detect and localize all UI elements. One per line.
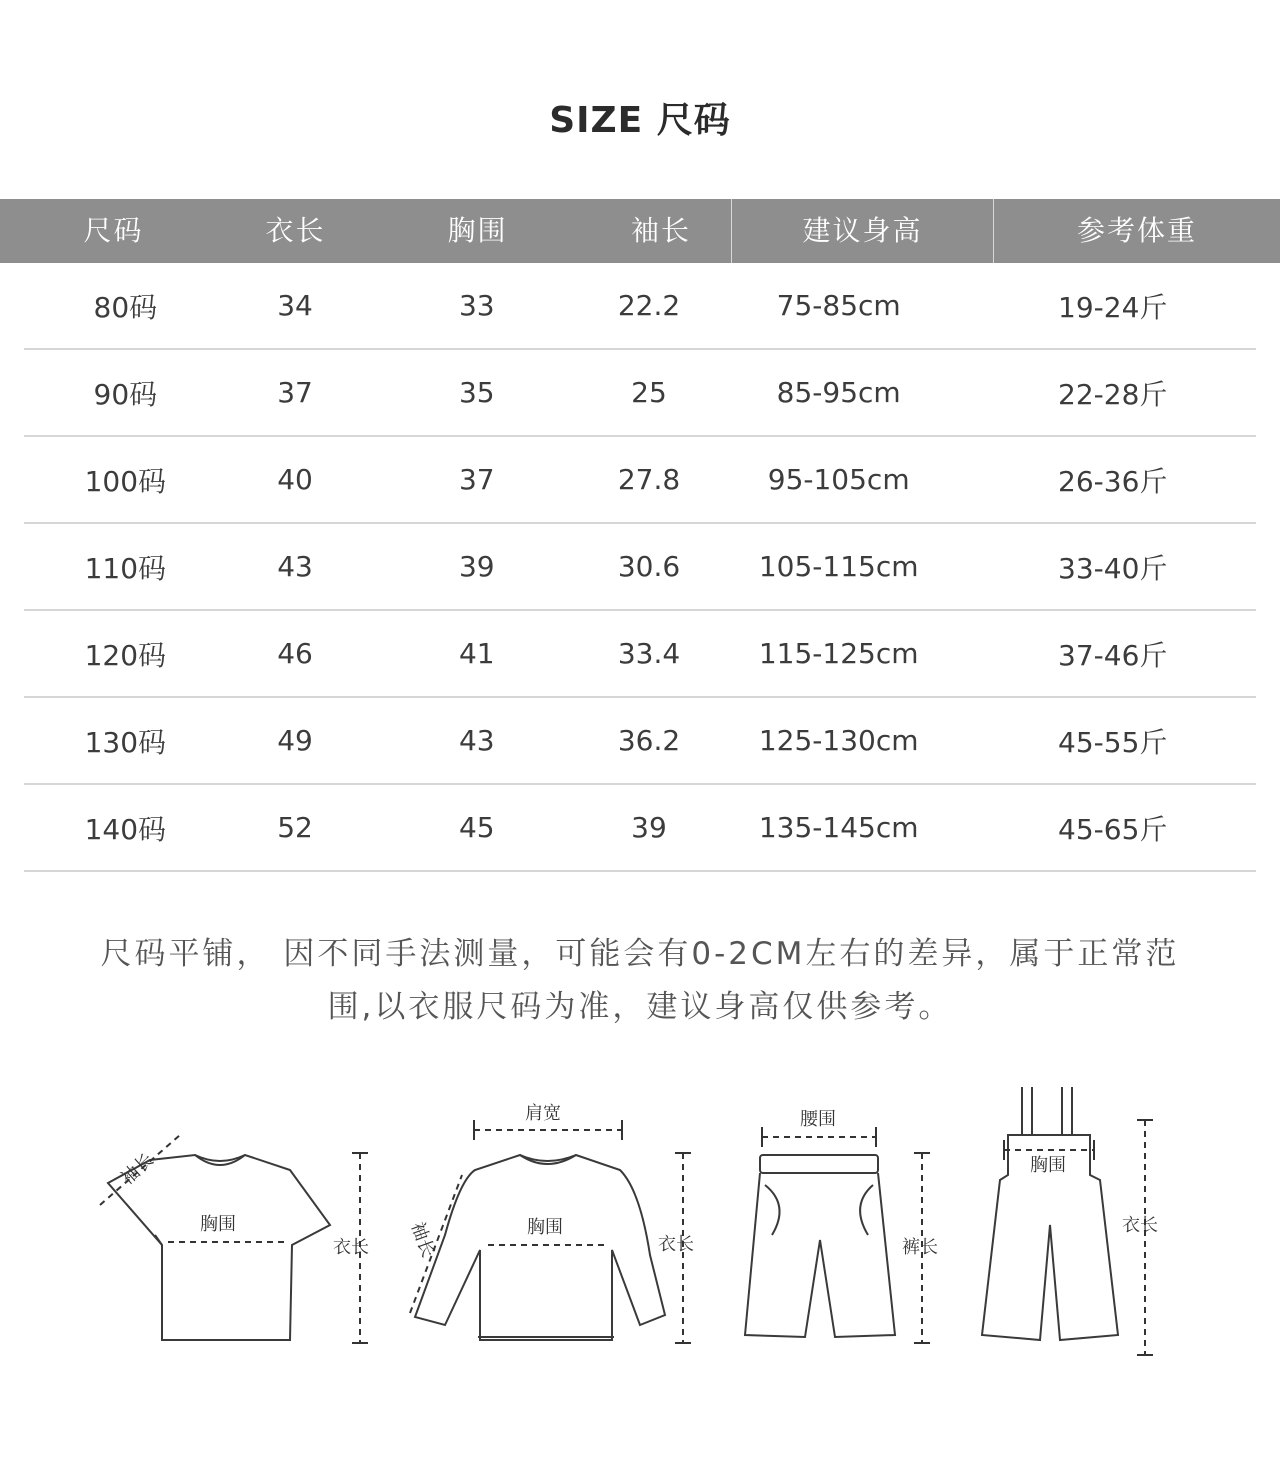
cell-height: 105-115cm [758, 550, 919, 583]
cell-chest: 45 [458, 811, 495, 844]
cell-height: 75-85cm [776, 289, 901, 322]
measurement-note [40, 928, 1240, 1034]
pants-diagram [745, 1155, 895, 1337]
cell-size: 90码 [93, 377, 158, 411]
header-height: 建议身高 [731, 199, 993, 263]
table-row [24, 263, 1256, 350]
cell-length: 49 [277, 724, 313, 757]
table-row [24, 611, 1256, 698]
cell-length: 52 [277, 811, 313, 844]
cell-height: 85-95cm [776, 376, 901, 409]
table-row [24, 437, 1256, 524]
cell-size: 80码 [93, 290, 158, 324]
table-row [24, 524, 1256, 611]
cell-weight: 26-36斤 [1058, 464, 1168, 498]
cell-chest: 37 [458, 463, 495, 496]
cell-chest: 35 [458, 376, 495, 409]
cell-length: 37 [277, 376, 313, 409]
cell-height: 115-125cm [758, 637, 919, 670]
overalls-diagram [982, 1087, 1118, 1340]
cell-sleeve: 25 [631, 376, 667, 409]
page-title: SIZE 尺码 [549, 100, 731, 141]
cell-sleeve: 30.6 [617, 550, 681, 583]
cell-weight: 22-28斤 [1058, 377, 1168, 411]
cell-size: 140码 [84, 812, 167, 846]
garment-diagrams-svg [0, 1075, 1280, 1375]
cell-chest: 43 [458, 724, 495, 757]
cell-height: 125-130cm [758, 724, 919, 757]
cell-length: 46 [277, 637, 313, 670]
cell-chest: 41 [458, 637, 495, 670]
header-chest: 胸围 [447, 214, 508, 247]
cell-length: 40 [277, 463, 313, 496]
tshirt-chest-label: 胸围 [200, 1214, 236, 1235]
pants-length-label: 裤长 [902, 1237, 938, 1258]
cell-sleeve: 39 [631, 811, 667, 844]
cell-length: 43 [277, 550, 313, 583]
tshirt-sleeve-label: 袖长 [117, 1149, 158, 1190]
cell-length: 34 [277, 289, 313, 322]
cell-size: 110码 [84, 551, 167, 585]
pants-waist-label: 腰围 [800, 1109, 836, 1130]
header-sleeve: 袖长 [630, 214, 691, 247]
cell-weight: 33-40斤 [1058, 551, 1168, 585]
cell-weight: 37-46斤 [1058, 638, 1168, 672]
cell-chest: 33 [458, 289, 495, 322]
header-size: 尺码 [83, 214, 144, 247]
note-line-1: 尺码平铺， 因不同手法测量，可能会有0-2CM左右的差异，属于正常范 [100, 936, 1180, 972]
table-body [0, 263, 1280, 872]
table-header [0, 199, 1280, 263]
cell-weight: 45-65斤 [1058, 812, 1168, 846]
sweater-diagram [415, 1155, 665, 1340]
cell-sleeve: 33.4 [617, 637, 681, 670]
cell-sleeve: 22.2 [617, 289, 681, 322]
cell-size: 130码 [84, 725, 167, 759]
header-weight: 参考体重 [993, 199, 1280, 263]
table-row [24, 698, 1256, 785]
cell-weight: 19-24斤 [1058, 290, 1168, 324]
cell-height: 95-105cm [767, 463, 910, 496]
cell-height: 135-145cm [758, 811, 919, 844]
table-row [24, 785, 1256, 872]
header-length: 衣长 [265, 214, 326, 247]
sweater-chest-label: 胸围 [527, 1217, 563, 1238]
note-line-2: 围,以衣服尺码为准，建议身高仅供参考。 [327, 989, 953, 1025]
cell-weight: 45-55斤 [1058, 725, 1168, 759]
cell-chest: 39 [458, 550, 495, 583]
sweater-length-label: 衣长 [658, 1234, 694, 1255]
table-row [24, 350, 1256, 437]
overalls-chest-label: 胸围 [1030, 1155, 1066, 1176]
tshirt-length-label: 衣长 [333, 1237, 369, 1258]
measurement-diagrams [0, 1075, 1280, 1375]
cell-sleeve: 36.2 [617, 724, 681, 757]
size-table [0, 199, 1280, 872]
cell-size: 120码 [84, 638, 167, 672]
overalls-length-label: 衣长 [1122, 1215, 1158, 1236]
cell-sleeve: 27.8 [617, 463, 681, 496]
tshirt-diagram [108, 1155, 330, 1340]
sweater-sleeve-label: 袖长 [406, 1219, 439, 1261]
cell-size: 100码 [84, 464, 167, 498]
sweater-shoulder-label: 肩宽 [525, 1103, 561, 1124]
